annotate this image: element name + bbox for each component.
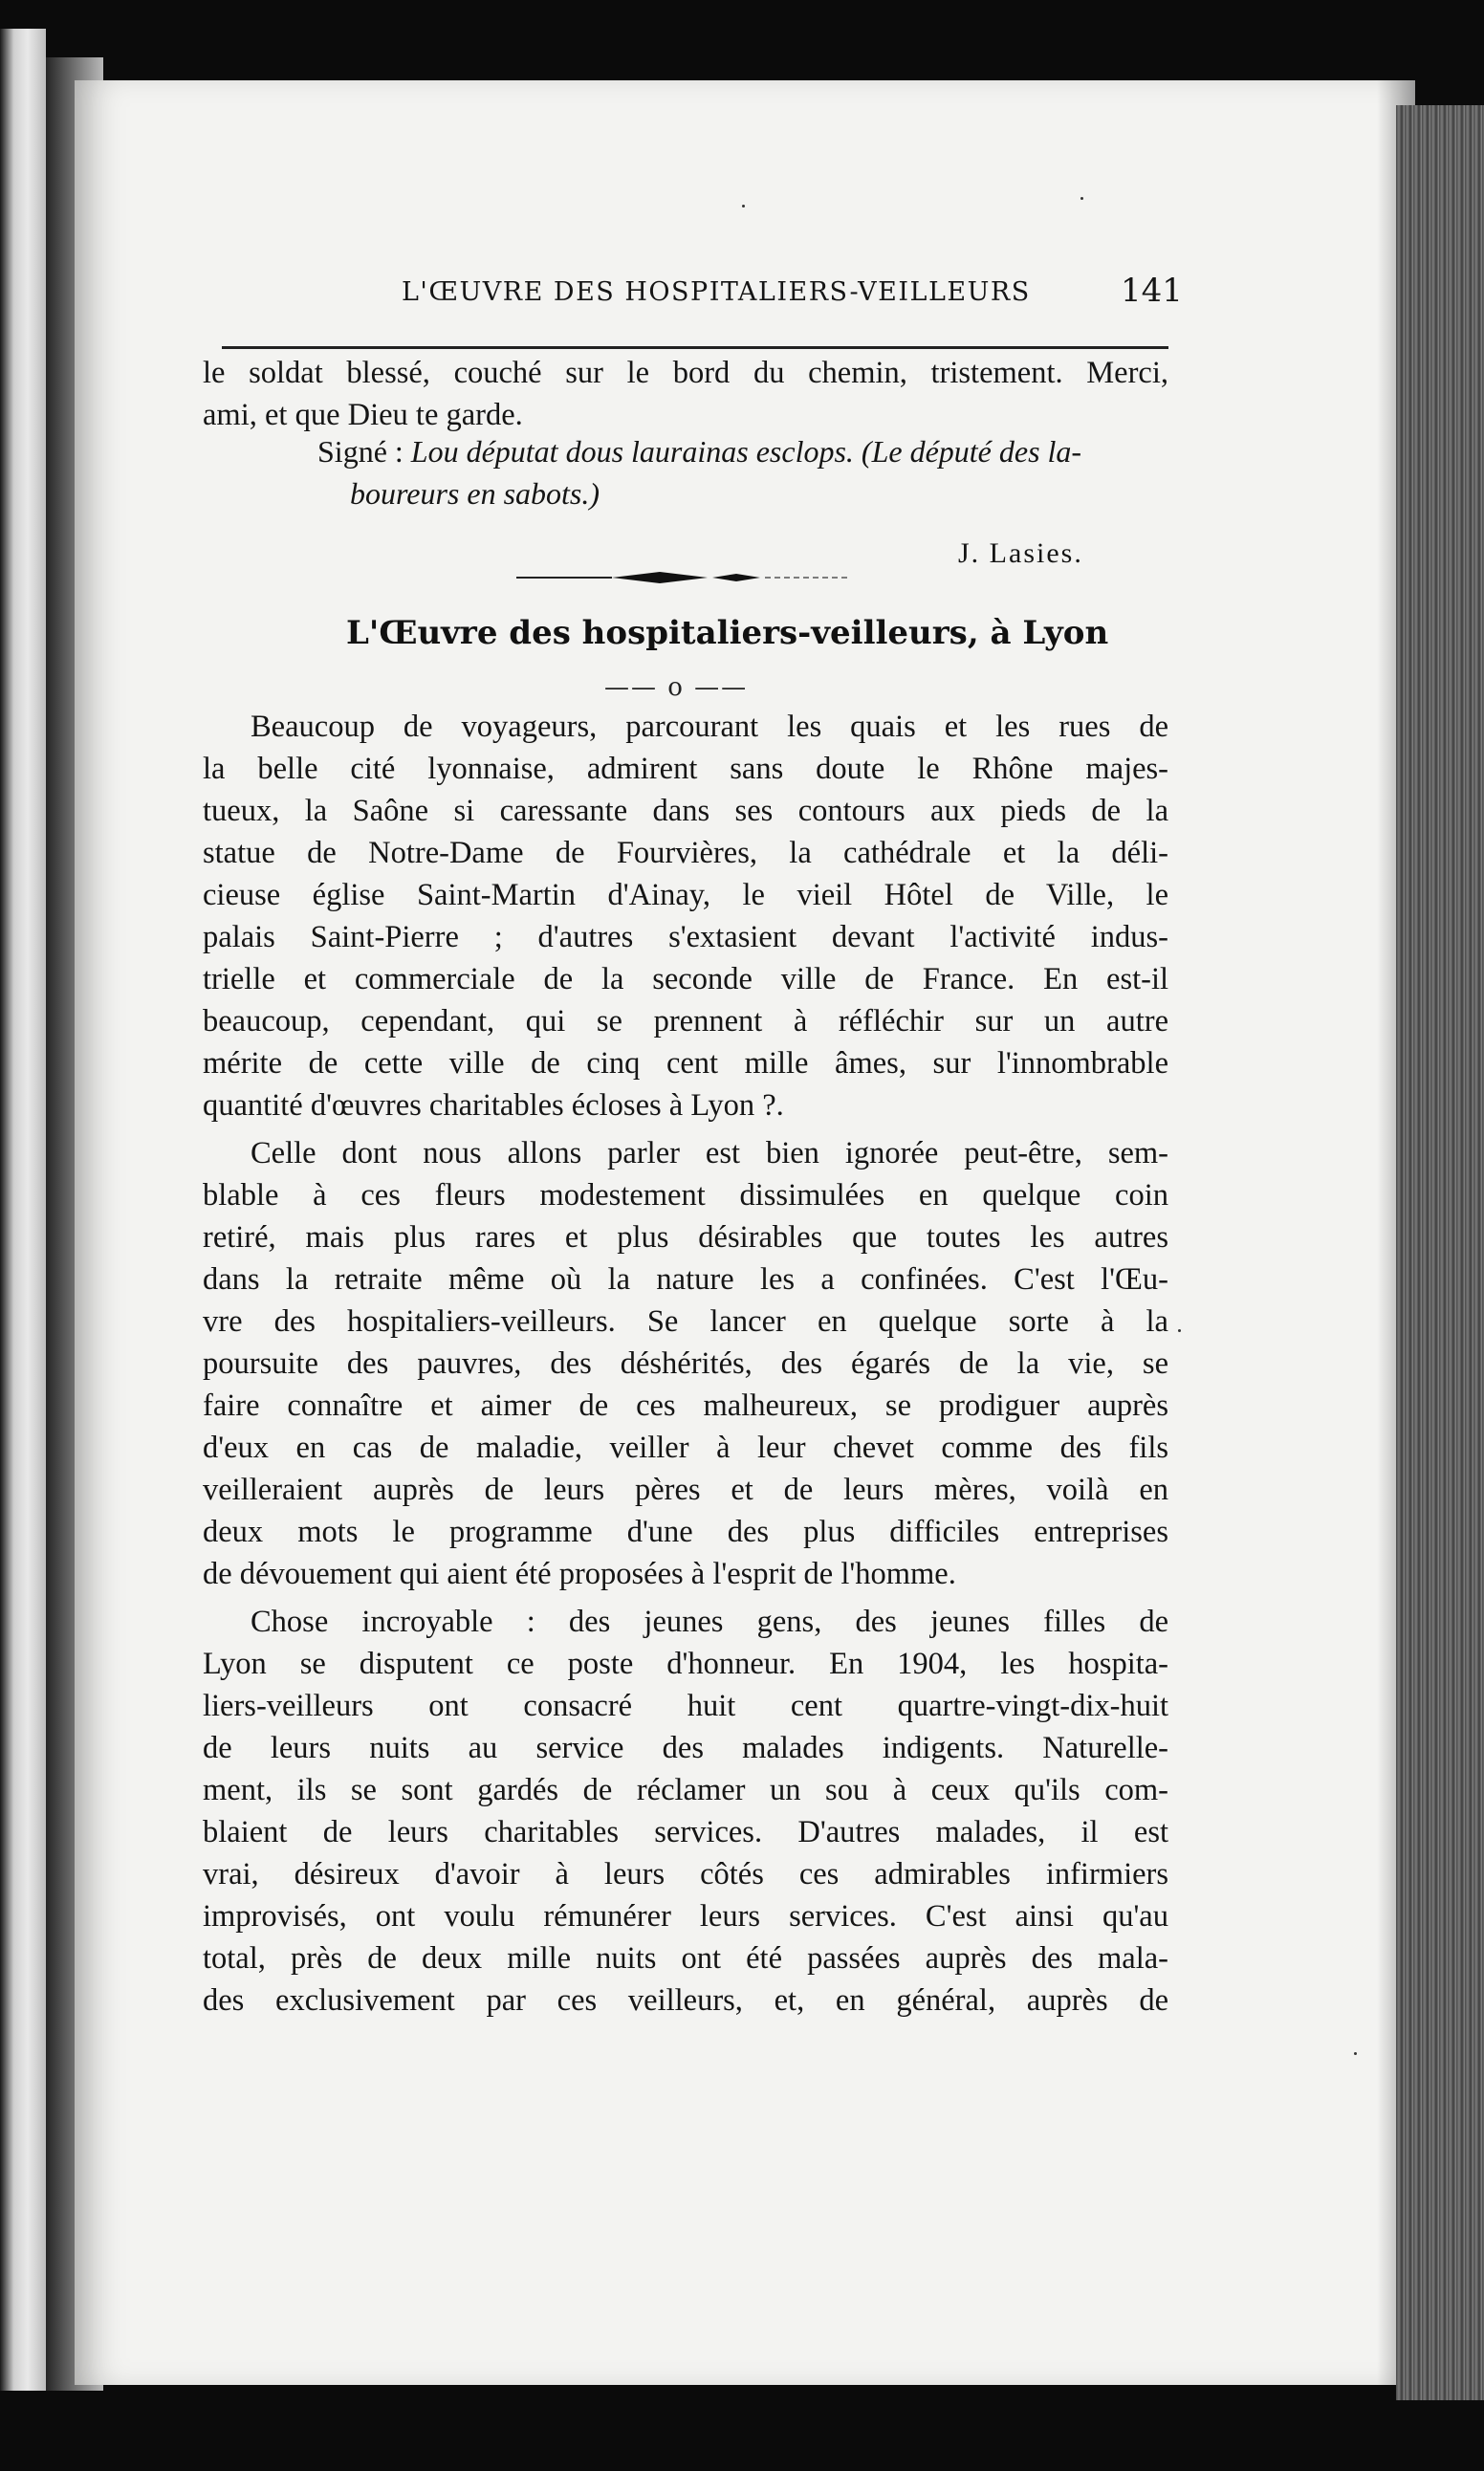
body-line: des exclusivement par ces veilleurs, et, en général, auprès de: [203, 1983, 1168, 2018]
body-line: dans la retraite même où la nature les a confinées. C'est l'Œu-: [203, 1262, 1168, 1297]
preceding-line: le soldat blessé, couché sur le bord du chemin, tristement. Merci,: [203, 356, 1168, 390]
body-line: poursuite des pauvres, des déshérités, des égarés de la vie, se: [203, 1346, 1168, 1381]
body-line: statue de Notre-Dame de Fourvières, la cathédrale et la déli-: [203, 836, 1168, 870]
body-line: quantité d'œuvres charitables écloses à Lyon ?.: [203, 1088, 784, 1123]
body-line: total, près de deux mille nuits ont été passées auprès des mala-: [203, 1941, 1168, 1976]
body-line: Chose incroyable : des jeunes gens, des jeunes filles de: [251, 1605, 1168, 1639]
signed-text: boureurs en sabots.): [350, 476, 600, 511]
scan-speck: [1080, 197, 1083, 200]
body-line: palais Saint-Pierre ; d'autres s'extasient devant l'activité indus-: [203, 920, 1168, 954]
left-page-edge: [0, 29, 46, 2391]
signed-text: Lou députat dous laurainas esclops. (Le député des la-: [410, 434, 1082, 469]
body-line: Beaucoup de voyageurs, parcourant les quais et les rues de: [251, 710, 1168, 744]
running-head: L'ŒUVRE DES HOSPITALIERS-VEILLEURS: [402, 277, 1031, 307]
signed-line: [350, 476, 600, 512]
header-rule: [222, 346, 1168, 349]
signed-label: Signé :: [317, 434, 411, 469]
signed-line: [317, 434, 1081, 470]
body-line: Celle dont nous allons parler est bien ignorée peut-être, sem-: [251, 1136, 1168, 1170]
page-number: 141: [1121, 272, 1183, 310]
body-line: faire connaître et aimer de ces malheureux, se prodiguer auprès: [203, 1389, 1168, 1423]
scan-speck: [742, 205, 745, 208]
page-stack-edge: [1396, 105, 1484, 2400]
body-line: de leurs nuits au service des malades indigents. Naturelle-: [203, 1731, 1168, 1765]
body-line: beaucoup, cependant, qui se prennent à réfléchir sur un autre: [203, 1004, 1168, 1039]
body-line: trielle et commerciale de la seconde ville de France. En est-il: [203, 962, 1168, 996]
body-line: blaient de leurs charitables services. D'autres malades, il est: [203, 1815, 1168, 1849]
scan-speck: [1354, 2052, 1357, 2055]
body-line: deux mots le programme d'une des plus difficiles entreprises: [203, 1515, 1168, 1549]
body-line: d'eux en cas de maladie, veiller à leur chevet comme des fils: [203, 1431, 1168, 1465]
title-separator: —— o ——: [604, 673, 749, 702]
preceding-line: ami, et que Dieu te garde.: [203, 398, 523, 432]
body-line: mérite de cette ville de cinq cent mille âmes, sur l'innombrable: [203, 1046, 1168, 1081]
body-line: retiré, mais plus rares et plus désirables que toutes les autres: [203, 1220, 1168, 1255]
body-line: cieuse église Saint-Martin d'Ainay, le vieil Hôtel de Ville, le: [203, 878, 1168, 912]
section-title: L'Œuvre des hospitaliers-veilleurs, à Lyon: [346, 614, 1109, 652]
body-line: liers-veilleurs ont consacré huit cent quartre-vingt-dix-huit: [203, 1689, 1168, 1723]
author-signature: J. Lasies.: [958, 537, 1083, 569]
body-line: de dévouement qui aient été proposées à l'esprit de l'homme.: [203, 1557, 956, 1591]
ornament-divider: [516, 568, 851, 587]
body-line: ment, ils se sont gardés de réclamer un sou à ceux qu'ils com-: [203, 1773, 1168, 1807]
body-line: blable à ces fleurs modestement dissimulées en quelque coin: [203, 1178, 1168, 1213]
body-line: vrai, désireux d'avoir à leurs côtés ces admirables infirmiers: [203, 1857, 1168, 1892]
body-line: vre des hospitaliers-veilleurs. Se lancer en quelque sorte à la: [203, 1304, 1168, 1339]
body-line: improvisés, ont voulu rémunérer leurs services. C'est ainsi qu'au: [203, 1899, 1168, 1934]
body-line: tueux, la Saône si caressante dans ses contours aux pieds de la: [203, 794, 1168, 828]
scan-speck: [1178, 1329, 1181, 1332]
body-line: veilleraient auprès de leurs pères et de leurs mères, voilà en: [203, 1473, 1168, 1507]
body-line: la belle cité lyonnaise, admirent sans doute le Rhône majes-: [203, 752, 1168, 786]
body-line: Lyon se disputent ce poste d'honneur. En 1904, les hospita-: [203, 1647, 1168, 1681]
